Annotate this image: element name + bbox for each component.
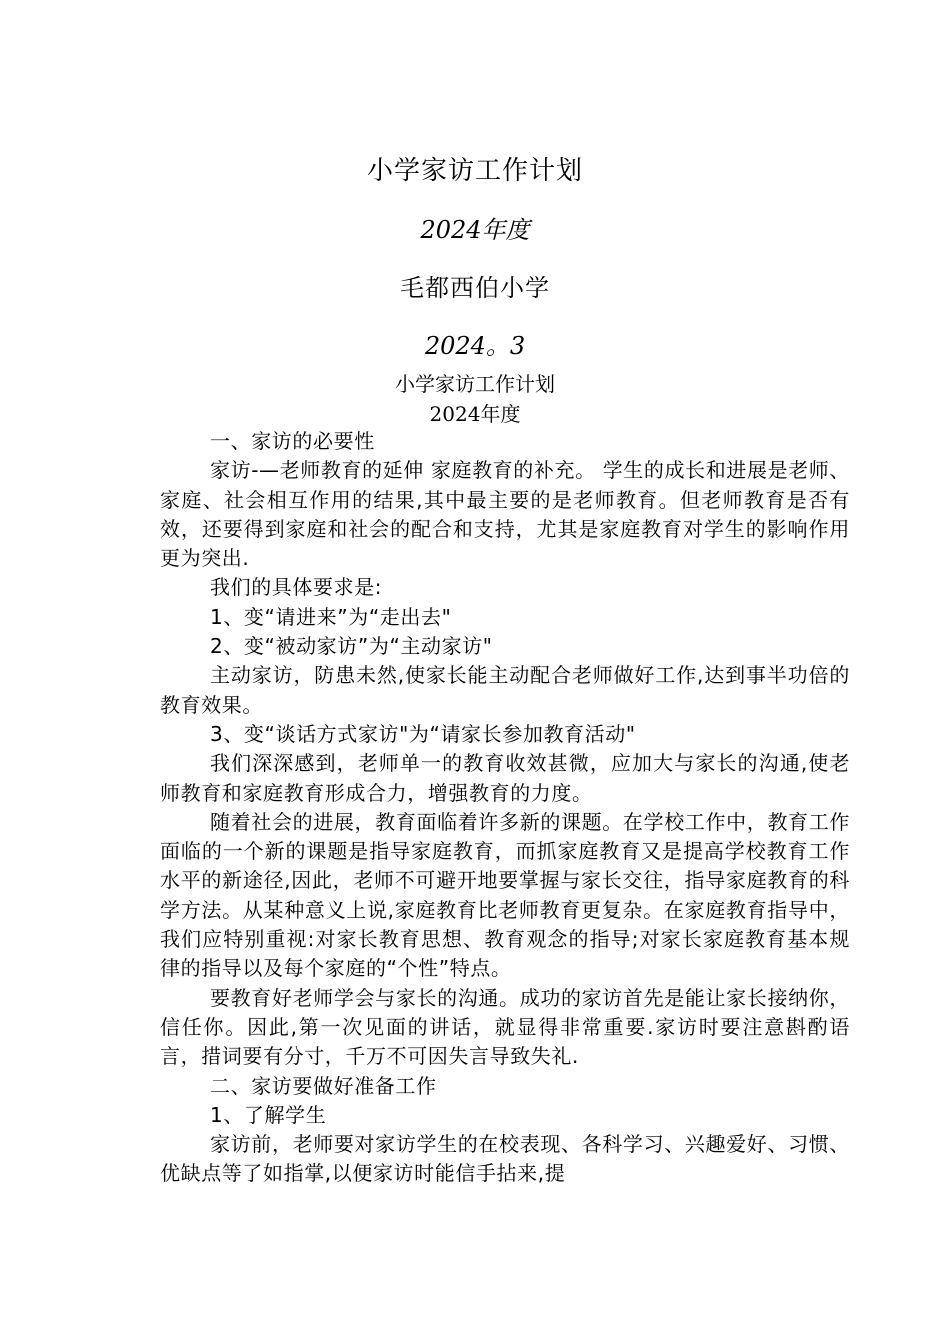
cover-date: 2024。3	[424, 332, 526, 360]
cover-title: 小学家访工作计划	[366, 156, 583, 186]
paragraph: 家访-—老师教育的延伸 家庭教育的补充。 学生的成长和进展是老师、家庭、社会相互作用的结果,其中最主要的是老师教育。但老师教育是否有效，还要得到家庭和社会的配合和支持，尤其是家庭教育对学生的影响作用更为突出.	[160, 458, 850, 571]
list-item: 3、变“谈话方式家访"为“请家长参加教育活动"	[210, 721, 636, 746]
paragraph: 要教育好老师学会与家长的沟通。成功的家访首先是能让家长接纳你，信任你。因此,第一次见面的讲话，就显得非常重要.家访时要注意斟酌语言，措词要有分寸，千万不可因失言导致失礼.	[160, 985, 850, 1069]
list-item: 1、了解学生	[210, 1102, 327, 1127]
paragraph: 我们的具体要求是:	[210, 575, 383, 600]
body-text	[160, 427, 850, 1189]
paragraph: 主动家访，防患未然,使家长能主动配合老师做好工作,达到事半功倍的教育效果。	[160, 663, 850, 717]
cover-year: 2024年度	[420, 216, 530, 244]
heading-necessity: 一、家访的必要性	[210, 429, 375, 453]
section-title: 小学家访工作计划	[395, 372, 555, 396]
cover-school: 毛都西伯小学	[400, 274, 550, 302]
paragraph: 随着社会的进展，教育面临着许多新的课题。在学校工作中，教育工作面临的一个新的课题是指导家庭教育，而抓家庭教育又是提高学校教育工作水平的新途径,因此，老师不可避开地要掌握与家长交往，指导家庭教育的科学方法。从某种意义上说,家庭教育比老师教育更复杂。在家庭教育指导中，我们应特别重视:对家长教育思想、教育观念的指导;对家长家庭教育基本规律的指导以及每个家庭的“个性”特点。	[160, 809, 850, 981]
list-item: 1、变“请进来”为“走出去"	[210, 604, 452, 629]
paragraph: 我们深深感到，老师单一的教育收效甚微，应加大与家长的沟通,使老师教育和家庭教育形成合力，增强教育的力度。	[160, 751, 850, 805]
paragraph: 家访前，老师要对家访学生的在校表现、各科学习、兴趣爱好、习惯、优缺点等了如指掌,以便家访时能信手拈来,提	[160, 1132, 850, 1186]
list-item: 2、变“被动家访”为“主动家访"	[210, 634, 493, 659]
section-year: 2024年度	[429, 402, 521, 426]
heading-preparation: 二、家访要做好准备工作	[210, 1073, 437, 1098]
